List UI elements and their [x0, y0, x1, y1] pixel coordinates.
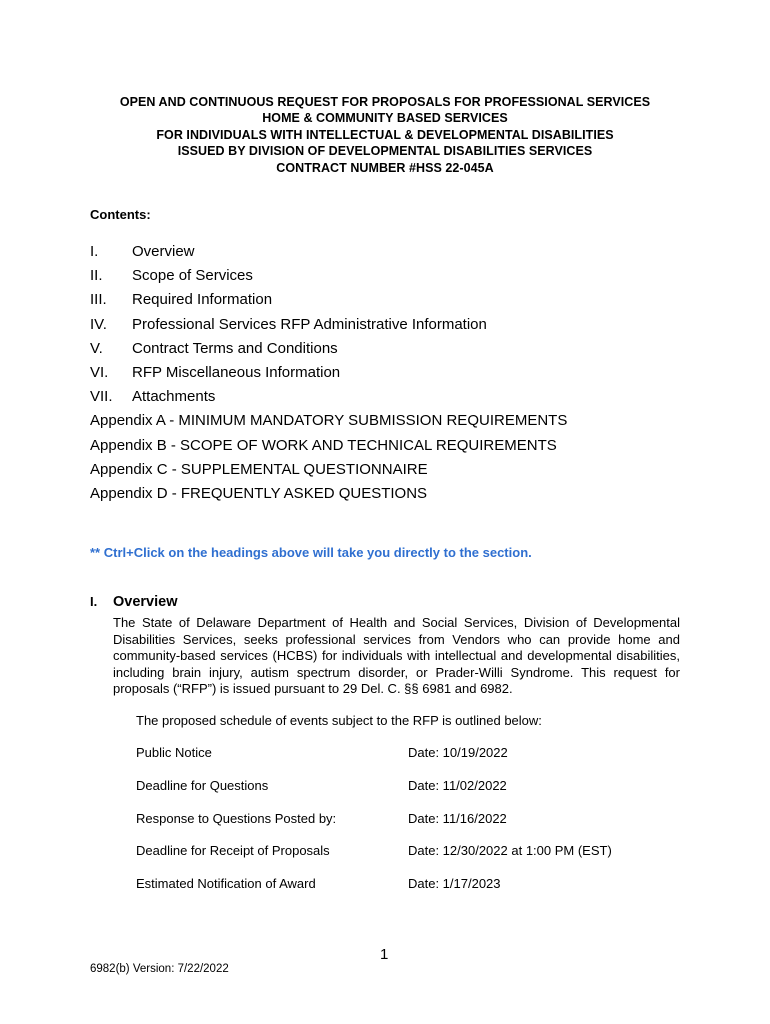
toc-item-overview[interactable] — [90, 243, 710, 267]
toc-label: Overview — [132, 243, 195, 260]
version-footer: 6982(b) Version: 7/22/2022 — [90, 963, 229, 975]
toc-item-scope-of-services[interactable] — [90, 267, 710, 291]
toc-number: VI. — [90, 363, 109, 381]
toc-label: Attachments — [132, 388, 216, 406]
title-line: FOR INDIVIDUALS WITH INTELLECTUAL & DEVELOPMENTAL DISABILITIES — [156, 127, 614, 142]
schedule-date: Date: 11/02/2022 — [408, 777, 507, 793]
page-number: 1 — [380, 946, 389, 963]
toc-number: I. — [90, 243, 99, 260]
toc-number: III. — [90, 291, 107, 309]
toc-item-appendix-c[interactable]: Appendix C - SUPPLEMENTAL QUESTIONNAIRE — [90, 460, 428, 478]
schedule-event: Response to Questions Posted by: — [136, 810, 337, 826]
toc-number: V. — [90, 339, 103, 357]
schedule-event: Public Notice — [136, 745, 212, 760]
title-line: CONTRACT NUMBER #HSS 22-045A — [276, 160, 494, 175]
toc-label: Contract Terms and Conditions — [132, 339, 338, 357]
toc-item-appendix-d[interactable]: Appendix D - FREQUENTLY ASKED QUESTIONS — [90, 484, 428, 502]
schedule-event: Estimated Notification of Award — [136, 876, 316, 892]
section-heading-overview — [90, 594, 178, 610]
schedule-date: Date: 10/19/2022 — [408, 745, 508, 760]
schedule-event: Deadline for Questions — [136, 777, 269, 793]
contents-heading: Contents: — [90, 207, 151, 222]
toc-label: Professional Services RFP Administrative Information — [132, 315, 487, 333]
section-number: I. — [90, 594, 98, 609]
toc-item-required-information[interactable] — [90, 291, 710, 315]
table-of-contents — [90, 243, 710, 509]
title-line: OPEN AND CONTINUOUS REQUEST FOR PROPOSALS FOR PROFESSIONAL SERVICES — [119, 95, 651, 109]
section-title: Overview — [113, 594, 178, 610]
toc-number: VII. — [90, 388, 113, 406]
toc-item-attachments[interactable] — [90, 388, 710, 412]
navigation-hint: ** Ctrl+Click on the headings above will take you directly to the section. — [90, 545, 532, 560]
toc-item-appendix-b[interactable]: Appendix B - SCOPE OF WORK AND TECHNICAL REQUIREMENTS — [90, 436, 557, 454]
schedule-row — [136, 876, 676, 909]
schedule-event: Deadline for Receipt of Proposals — [136, 843, 330, 859]
schedule-date: Date: 11/16/2022 — [408, 810, 507, 826]
toc-item-administrative-information[interactable] — [90, 316, 710, 340]
title-line: ISSUED BY DIVISION OF DEVELOPMENTAL DISABILITIES SERVICES — [177, 144, 593, 159]
toc-number: II. — [90, 267, 103, 285]
overview-paragraph: The State of Delaware Department of Health and Social Services, Division of Developmental Disabilities Services, seeks professional services from Vendors who can provide home and community-based services (HCBS) for individuals with intellectual and developmental disabilities, including brain injury, autism spectrum disorder, or Prader-Willi Syndrome. This request for proposals (“RFP”) is issued pursuant to 29 Del. C. §§ 6981 and 6982. — [113, 615, 680, 696]
toc-label: RFP Miscellaneous Information — [132, 363, 341, 381]
toc-label: Scope of Services — [132, 267, 253, 285]
toc-item-appendix-a[interactable]: Appendix A - MINIMUM MANDATORY SUBMISSION REQUIREMENTS — [90, 412, 568, 430]
schedule-row — [136, 745, 676, 778]
schedule-date: Date: 12/30/2022 at 1:00 PM (EST) — [408, 843, 612, 859]
title-line: HOME & COMMUNITY BASED SERVICES — [262, 111, 508, 126]
schedule-row — [136, 843, 676, 876]
schedule-row — [136, 811, 676, 844]
toc-number: IV. — [90, 315, 107, 333]
toc-label: Required Information — [132, 291, 273, 309]
document-title — [0, 94, 770, 176]
toc-item-contract-terms[interactable] — [90, 340, 710, 364]
schedule-of-events — [136, 745, 676, 909]
schedule-row — [136, 778, 676, 811]
toc-item-miscellaneous-information[interactable] — [90, 364, 710, 388]
schedule-intro: The proposed schedule of events subject to the RFP is outlined below: — [136, 713, 542, 728]
schedule-date: Date: 1/17/2023 — [408, 876, 501, 892]
